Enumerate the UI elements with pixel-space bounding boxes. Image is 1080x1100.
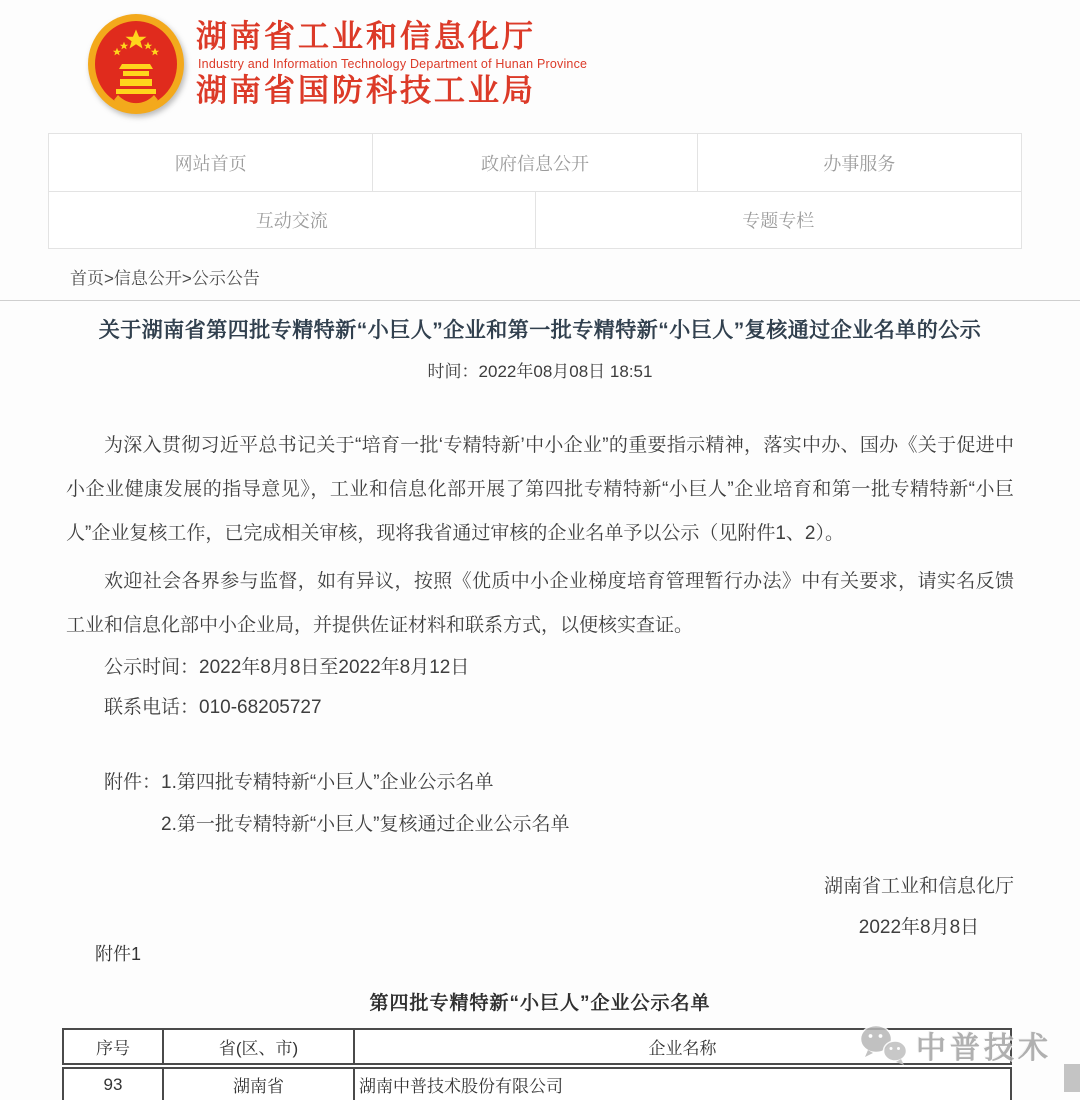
cell-province: 湖南省 xyxy=(163,1066,354,1100)
nav-item-home[interactable]: 网站首页 xyxy=(174,153,247,174)
attachments-label: 附件： xyxy=(104,772,162,793)
article-body xyxy=(66,424,1014,846)
publicity-period: 公示时间：2022年8月8日至2022年8月12日 xyxy=(104,657,470,678)
signature-block xyxy=(824,866,1014,948)
publish-time: 时间：2022年08月08日 18:51 xyxy=(427,362,653,381)
attachments-list xyxy=(66,762,1014,846)
paragraph-2: 欢迎社会各界参与监督，如有异议，按照《优质中小企业梯度培育管理暂行办法》中有关要求，请实名反馈工业和信息化部中小企业局，并提供佐证材料和联系方式，以便核实查证。 xyxy=(66,571,1014,636)
nav-row-2 xyxy=(49,191,1021,248)
nav-item-gov-info[interactable]: 政府信息公开 xyxy=(372,134,696,191)
nav-item-special-columns[interactable]: 专题专栏 xyxy=(535,192,1022,248)
annex-table xyxy=(62,1028,1012,1100)
cell-no: 93 xyxy=(63,1066,163,1100)
org-title-block xyxy=(196,20,587,108)
org-name-secondary: 湖南省国防科技工业局 xyxy=(196,72,536,108)
main-nav xyxy=(48,133,1022,249)
annex-section xyxy=(0,940,1080,1100)
attachment-1 xyxy=(66,762,1014,804)
cell-company: 湖南中普技术股份有限公司 xyxy=(354,1066,1011,1100)
header-cell-no: 序号 xyxy=(63,1029,163,1066)
national-emblem-icon xyxy=(86,12,186,116)
site-header xyxy=(0,0,1080,128)
nav-item-interaction[interactable]: 互动交流 xyxy=(255,211,328,231)
annex-table-title: 第四批专精特新“小巨人”企业公示名单 xyxy=(369,993,711,1014)
breadcrumb[interactable]: 首页>信息公开>公示公告 xyxy=(70,269,260,288)
page-title: 关于湖南省第四批专精特新“小巨人”企业和第一批专精特新“小巨人”复核通过企业名单的公示 xyxy=(98,319,982,342)
org-name-english: Industry and Information Technology Department of Hunan Province xyxy=(198,56,588,71)
nav-item-services[interactable]: 办事服务 xyxy=(697,134,1021,191)
watermark-text: 中普技术 xyxy=(916,1032,1052,1065)
header-cell-company: 企业名称 xyxy=(354,1029,1011,1066)
header-cell-province: 省(区、市) xyxy=(163,1029,354,1066)
breadcrumb-divider xyxy=(0,300,1080,301)
table-row xyxy=(63,1066,1011,1100)
paragraph-1: 为深入贯彻习近平总书记关于“培育一批‘专精特新’中小企业”的重要指示精神，落实中办、国办《关于促进中小企业健康发展的指导意见》，工业和信息化部开展了第四批专精特新“小巨人”企业培育和第一批专精特新“小巨人”企业复核工作，已完成相关审核，现将我省通过审核的企业名单予以公示（见附件1、2）。 xyxy=(66,435,1014,544)
nav-row-1 xyxy=(49,134,1021,191)
scrollbar-thumb[interactable] xyxy=(1064,1064,1080,1092)
annex-label: 附件1 xyxy=(95,944,142,964)
org-name-primary: 湖南省工业和信息化厅 xyxy=(196,18,536,54)
signature-org: 湖南省工业和信息化厅 xyxy=(823,876,1014,897)
signature-date: 2022年8月8日 xyxy=(858,917,980,938)
attachment-2: 2.第一批专精特新“小巨人”复核通过企业公示名单 xyxy=(161,814,570,835)
attachment-1-name: 1.第四批专精特新“小巨人”企业公示名单 xyxy=(161,772,494,793)
table-header-row xyxy=(63,1029,1011,1066)
contact-phone: 联系电话：010-68205727 xyxy=(104,697,322,718)
